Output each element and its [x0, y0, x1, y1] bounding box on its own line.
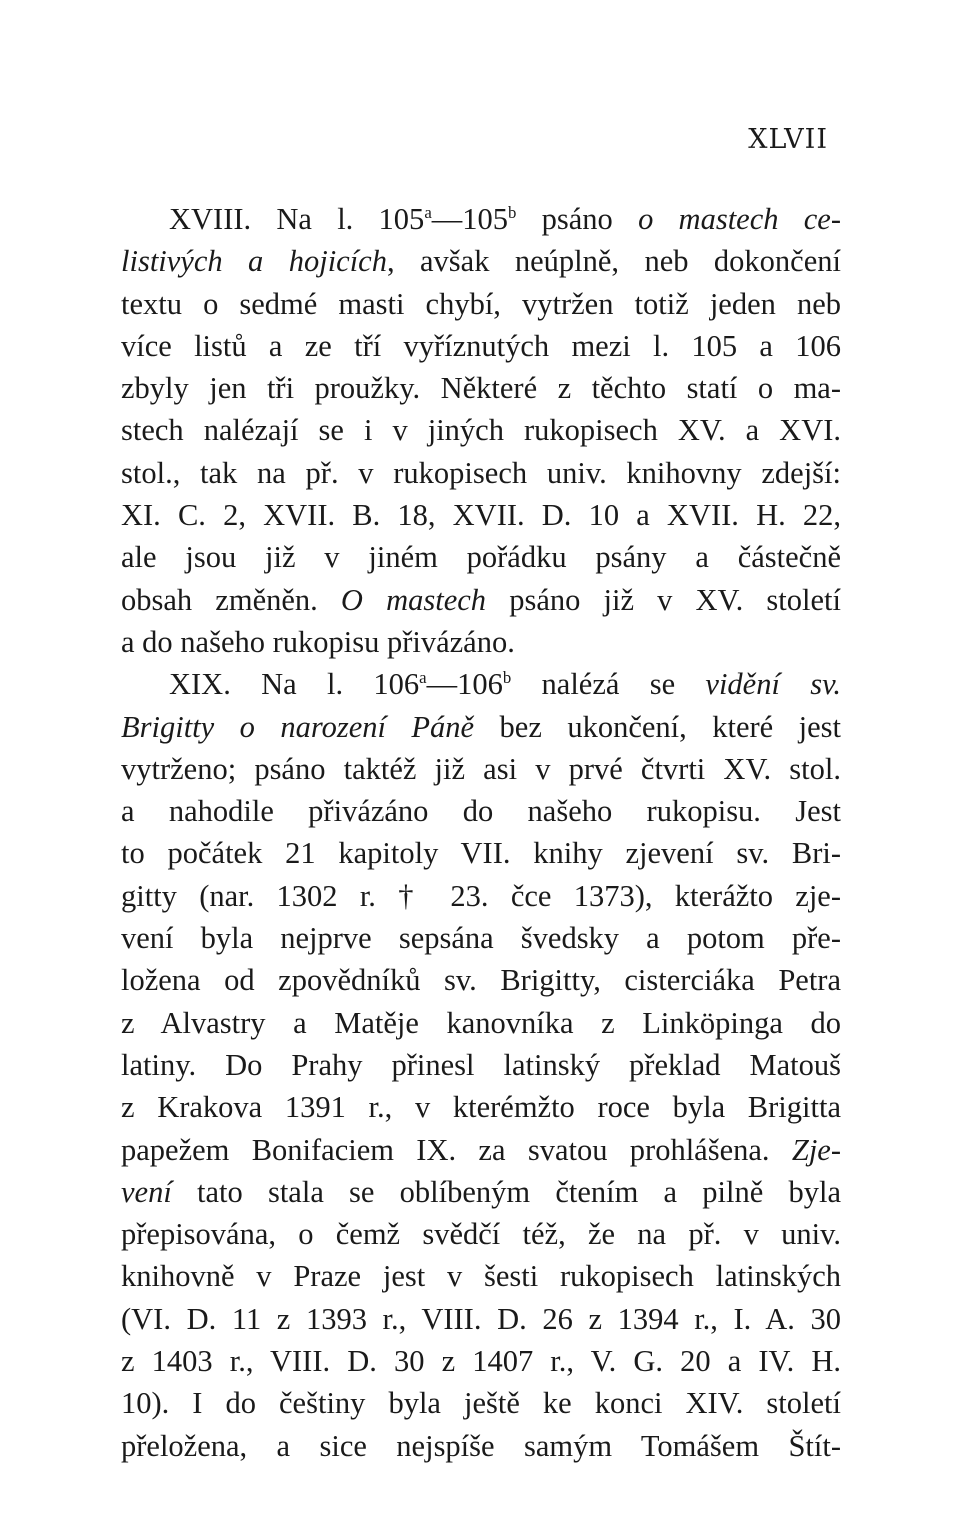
- italic-text: vení: [121, 1174, 172, 1209]
- text-segment: (VI. D. 11 z 1393 r., VIII. D. 26 z 1394 r., I. A. 30: [121, 1301, 841, 1336]
- text-line: [121, 917, 841, 959]
- text-segment: , avšak neúplně, neb dokončení: [386, 244, 841, 279]
- text-segment: vytrženo; psáno taktéž již asi v prvé čtvrti XV. stol.: [121, 751, 841, 786]
- text-segment: nalézá se: [511, 667, 706, 702]
- text-line: [121, 536, 841, 578]
- text-segment: knihovně v Praze jest v šesti rukopisech latinských: [121, 1259, 841, 1294]
- text-line: [121, 240, 841, 282]
- italic-text: O mastech: [340, 582, 487, 617]
- text-segment: z Alvastry a Matěje kanovníka z Linköpinga do: [121, 1005, 841, 1040]
- text-segment: ale jsou již v jiném pořádku psány a částečně: [121, 540, 841, 575]
- text-segment: tato stala se oblíbeným čtením a pilně byla: [171, 1174, 841, 1209]
- text-line: [121, 1425, 841, 1467]
- text-segment: XI. C. 2, XVII. B. 18, XVII. D. 10 a XVII. H. 22,: [121, 498, 841, 533]
- text-line: [121, 1340, 841, 1382]
- text-segment: více listů a ze tří vyříznutých mezi l. 105 a 106: [121, 328, 841, 363]
- text-segment: zbyly jen tři proužky. Některé z těchto statí o ma-: [121, 371, 841, 406]
- body-text: [121, 198, 841, 1467]
- text-segment: bez ukončení, které jest: [474, 709, 841, 744]
- text-segment: z 1403 r., VIII. D. 30 z 1407 r., V. G. 20 a IV. H.: [121, 1344, 841, 1379]
- italic-text: listivých a hojicích: [121, 244, 387, 279]
- folio-superscript: b: [502, 668, 512, 688]
- folio-superscript: a: [424, 202, 432, 222]
- text-line: [121, 748, 841, 790]
- folio-superscript: a: [419, 668, 427, 688]
- text-line: [121, 409, 841, 451]
- text-segment: vení byla nejprve sepsána švedsky a potom pře-: [121, 921, 841, 956]
- text-segment: —105: [431, 202, 509, 236]
- text-segment: a do našeho rukopisu přivázáno.: [121, 624, 515, 659]
- text-segment: 10). I do češtiny byla ještě ke konci XIV. století: [121, 1386, 841, 1421]
- italic-text: vidění sv.: [705, 667, 841, 702]
- text-line: [121, 875, 841, 917]
- text-line: [121, 452, 841, 494]
- text-segment: z Krakova 1391 r., v kterémžto roce byla Brigitta: [121, 1090, 841, 1125]
- text-segment: stech nalézají se i v jiných rukopisech XV. a XVI.: [121, 413, 841, 448]
- text-segment: textu o sedmé masti chybí, vytržen totiž jeden neb: [121, 286, 841, 321]
- folio-superscript: b: [508, 202, 517, 222]
- text-line: [121, 198, 841, 240]
- text-line: [121, 790, 841, 832]
- text-segment: XVIII. Na l. 105: [169, 202, 425, 236]
- text-line: [121, 283, 841, 325]
- text-line: [121, 325, 841, 367]
- text-segment: latiny. Do Prahy přinesl latinský překlad Matouš: [121, 1047, 841, 1082]
- text-line: [121, 579, 841, 621]
- text-segment: to počátek 21 kapitoly VII. knihy zjevení sv. Bri-: [121, 836, 841, 871]
- text-line: [121, 1129, 841, 1171]
- text-segment: přeložena, a sice nejspíše samým Tomášem Štít-: [121, 1428, 841, 1463]
- text-line: [121, 1213, 841, 1255]
- text-line: [121, 1255, 841, 1297]
- italic-text: Brigitty o narození Páně: [121, 709, 475, 744]
- text-segment: psáno již v XV. století: [486, 582, 841, 617]
- text-segment: papežem Bonifaciem IX. za svatou prohlášena.: [121, 1132, 792, 1167]
- text-segment: stol., tak na př. v rukopisech univ. knihovny zdejší:: [121, 455, 841, 490]
- text-line: [121, 1086, 841, 1128]
- text-segment: přepisována, o čemž svědčí též, že na př. v univ.: [121, 1217, 841, 1252]
- italic-text: o mastech ce-: [638, 202, 841, 236]
- text-segment: ložena od zpovědníků sv. Brigitty, cisterciáka Petra: [121, 963, 841, 998]
- text-line: [121, 663, 841, 705]
- text-segment: obsah změněn.: [121, 582, 341, 617]
- text-segment: gitty (nar. 1302 r. † 23. čce 1373), kterážto zje-: [121, 878, 841, 913]
- text-line: [121, 1298, 841, 1340]
- text-segment: —106: [426, 667, 503, 702]
- text-line: [121, 1044, 841, 1086]
- text-line: [121, 1382, 841, 1424]
- text-line: [121, 367, 841, 409]
- page-number: XLVII: [748, 124, 828, 155]
- text-line: [121, 832, 841, 874]
- italic-text: Zje-: [791, 1132, 841, 1167]
- text-line: [121, 959, 841, 1001]
- text-segment: a nahodile přivázáno do našeho rukopisu. Jest: [121, 794, 841, 829]
- text-line: [121, 706, 841, 748]
- text-line: [121, 494, 841, 536]
- text-line: [121, 1002, 841, 1044]
- text-line: [121, 1171, 841, 1213]
- text-segment: XIX. Na l. 106: [169, 667, 420, 702]
- text-line: [121, 621, 841, 663]
- text-segment: psáno: [516, 202, 639, 236]
